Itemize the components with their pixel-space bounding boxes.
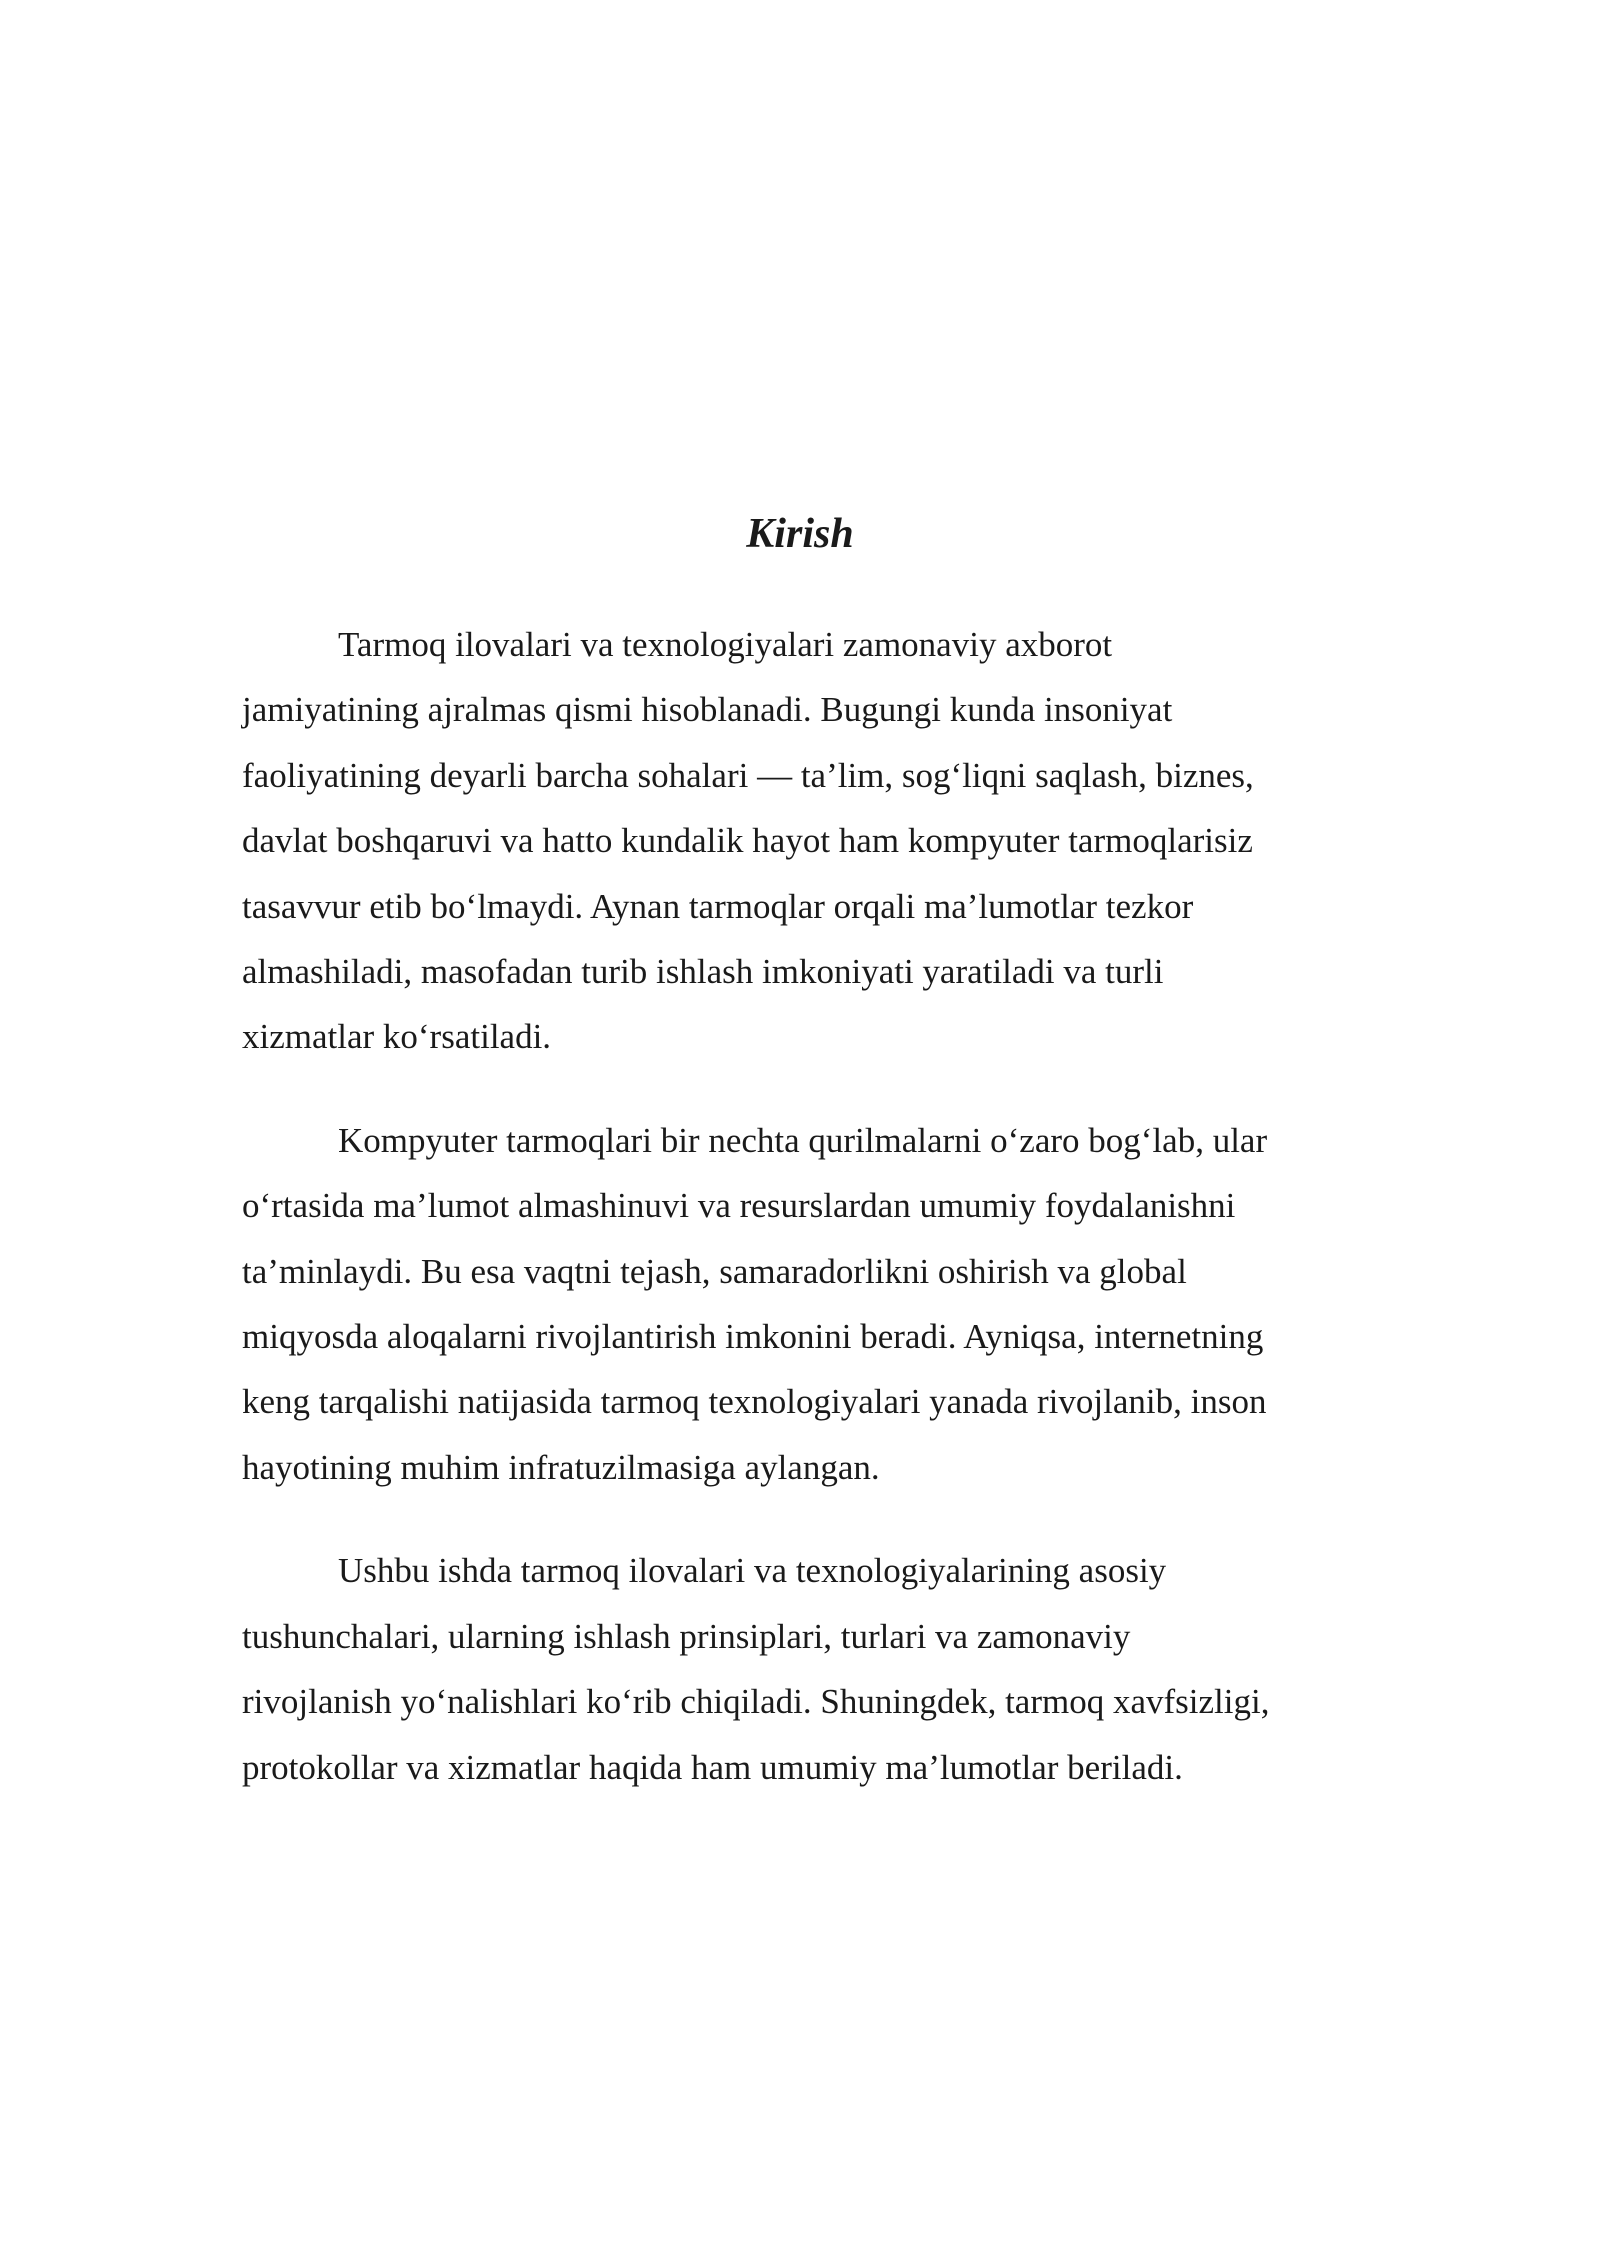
paragraph-line: o‘rtasida ma’lumot almashinuvi va resurslardan umumiy foydalanishni — [242, 1186, 1236, 1226]
paragraph-line: tasavvur etib bo‘lmaydi. Aynan tarmoqlar orqali ma’lumotlar tezkor — [242, 886, 1194, 926]
paragraph-1 — [242, 612, 1358, 1070]
page-title: Kirish — [746, 511, 854, 557]
paragraph-line: Kompyuter tarmoqlari bir nechta qurilmalarni o‘zaro bog‘lab, ular — [338, 1120, 1268, 1160]
paragraph-line: hayotining muhim infratuzilmasiga aylangan. — [242, 1447, 880, 1487]
paragraph-line: Tarmoq ilovalari va texnologiyalari zamonaviy axborot — [338, 625, 1113, 664]
paragraph-line: jamiyatining ajralmas qismi hisoblanadi. Bugungi kunda insoniyat — [242, 690, 1173, 730]
paragraph-line: rivojlanish yo‘nalishlari ko‘rib chiqiladi. Shuningdek, tarmoq xavfsizligi, — [242, 1682, 1270, 1722]
paragraph-line: Ushbu ishda tarmoq ilovalari va texnologiyalarining asosiy — [338, 1551, 1167, 1591]
paragraph-line: keng tarqalishi natijasida tarmoq texnologiyalari yanada rivojlanib, inson — [242, 1382, 1267, 1422]
paragraph-line: protokollar va xizmatlar haqida ham umumiy ma’lumotlar beriladi. — [242, 1747, 1183, 1787]
paragraph-line: xizmatlar ko‘rsatiladi. — [242, 1017, 552, 1057]
paragraph-2 — [242, 1108, 1358, 1500]
paragraph-line: miqyosda aloqalarni rivojlantirish imkonini beradi. Ayniqsa, internetning — [242, 1317, 1264, 1357]
paragraph-line: davlat boshqaruvi va hatto kundalik hayot ham kompyuter tarmoqlarisiz — [242, 821, 1253, 861]
paragraph-line: almashiladi, masofadan turib ishlash imkoniyati yaratiladi va turli — [242, 952, 1164, 992]
paragraph-line: faoliyatining deyarli barcha sohalari — ta’lim, sog‘liqni saqlash, biznes, — [242, 755, 1254, 795]
document-body — [242, 612, 1358, 1838]
paragraph-3 — [242, 1538, 1358, 1800]
paragraph-line: ta’minlaydi. Bu esa vaqtni tejash, samaradorlikni oshirish va global — [242, 1251, 1187, 1291]
paragraph-line: tushunchalari, ularning ishlash prinsiplari, turlari va zamonaviy — [242, 1616, 1131, 1656]
